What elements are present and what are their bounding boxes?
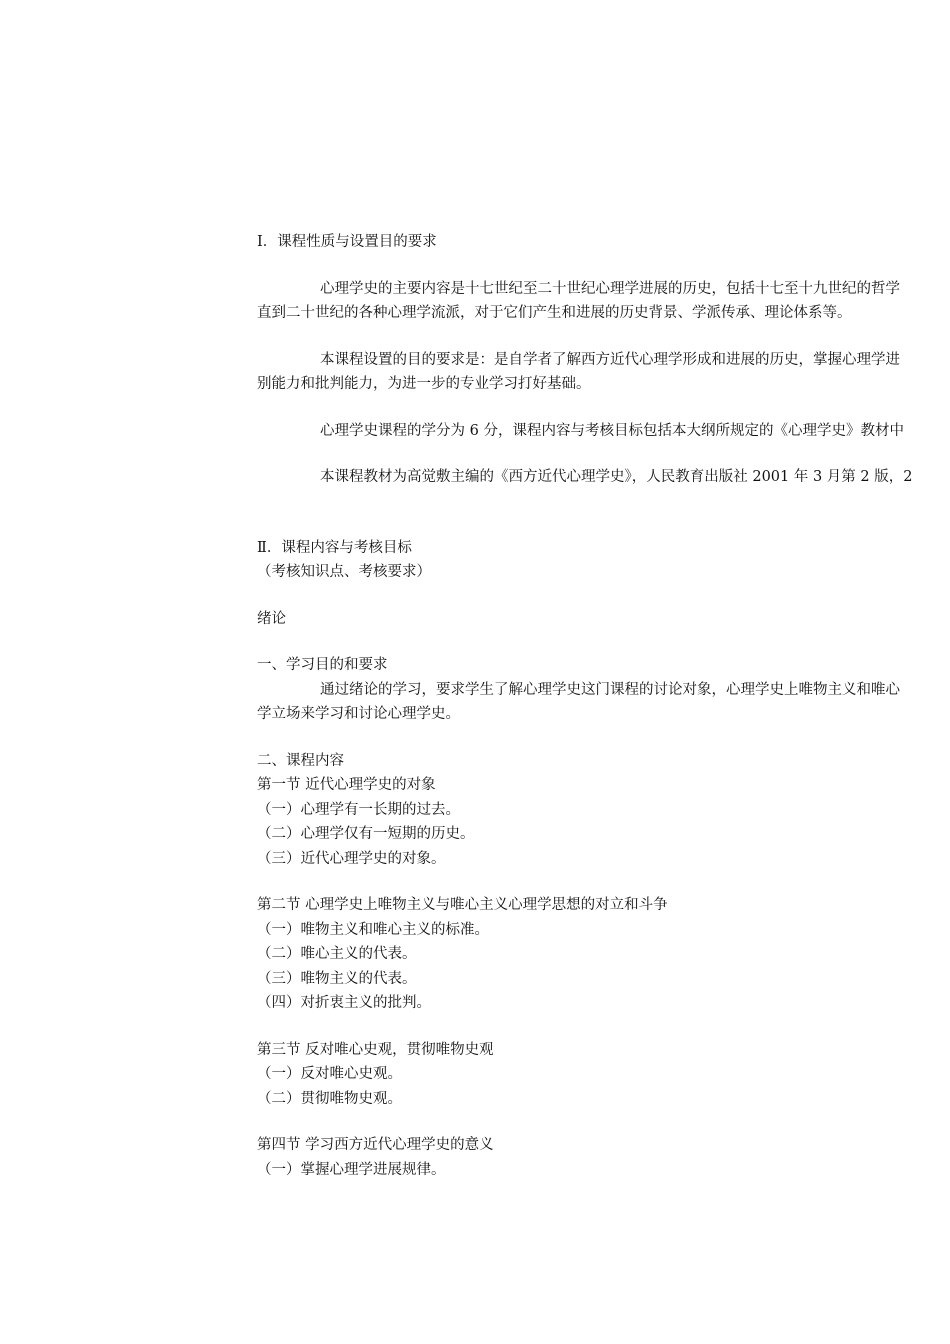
- section2-heading: Ⅱ．课程内容与考核目标: [257, 539, 412, 556]
- section-title: 第四节 学习西方近代心理学史的意义: [257, 1137, 494, 1153]
- list-item: （一）唯物主义和唯心主义的标准。: [257, 921, 489, 938]
- section1-heading: Ⅰ．课程性质与设置目的要求: [257, 234, 437, 250]
- section-title: 第三节 反对唯心史观，贯彻唯物史观: [257, 1041, 494, 1058]
- section2-subheading: （考核知识点、考核要求）: [257, 564, 431, 580]
- list-item: （三）唯物主义的代表。: [257, 970, 417, 987]
- section-title: 第一节 近代心理学史的对象: [257, 777, 436, 793]
- part1-title: 一、学习目的和要求: [257, 657, 388, 673]
- list-item: （四）对折衷主义的批判。: [257, 995, 431, 1011]
- list-item: （三）近代心理学史的对象。: [257, 850, 446, 867]
- part2-title: 二、课程内容: [257, 752, 344, 769]
- list-item: （一）心理学有一长期的过去。: [257, 801, 460, 818]
- list-item: （二）心理学仅有一短期的历史。: [257, 826, 475, 842]
- document-page: [257, 230, 950, 1182]
- para4: 本课程教材为高觉敷主编的《西方近代心理学史》，人民教育出版社 2001 年 3 月第 2 版，2: [320, 469, 913, 485]
- para1-line1: 心理学史的主要内容是十七世纪至二十世纪心理学进展的历史，包括十七至十九世纪的哲学: [320, 280, 900, 297]
- list-item: （二）唯心主义的代表。: [257, 946, 417, 962]
- part1-line1: 通过绪论的学习，要求学生了解心理学史这门课程的讨论对象，心理学史上唯物主义和唯心: [320, 681, 900, 698]
- list-item: （一）反对唯心史观。: [257, 1066, 402, 1082]
- intro-title: 绪论: [257, 610, 286, 627]
- list-item: （一）掌握心理学进展规律。: [257, 1161, 446, 1178]
- para3: 心理学史课程的学分为 6 分，课程内容与考核目标包括本大纲所规定的《心理学史》教材中: [320, 422, 904, 439]
- para2-line2: 别能力和批判能力，为进一步的专业学习打好基础。: [257, 376, 591, 392]
- section-title: 第二节 心理学史上唯物主义与唯心主义心理学思想的对立和斗争: [257, 897, 668, 913]
- para1-line2: 直到二十世纪的各种心理学流派，对于它们产生和进展的历史背景、学派传承、理论体系等。: [257, 305, 852, 321]
- para2-line1: 本课程设置的目的要求是：是自学者了解西方近代心理学形成和进展的历史，掌握心理学进: [320, 351, 900, 368]
- part1-line2: 学立场来学习和讨论心理学史。: [257, 706, 460, 722]
- list-item: （二）贯彻唯物史观。: [257, 1090, 402, 1107]
